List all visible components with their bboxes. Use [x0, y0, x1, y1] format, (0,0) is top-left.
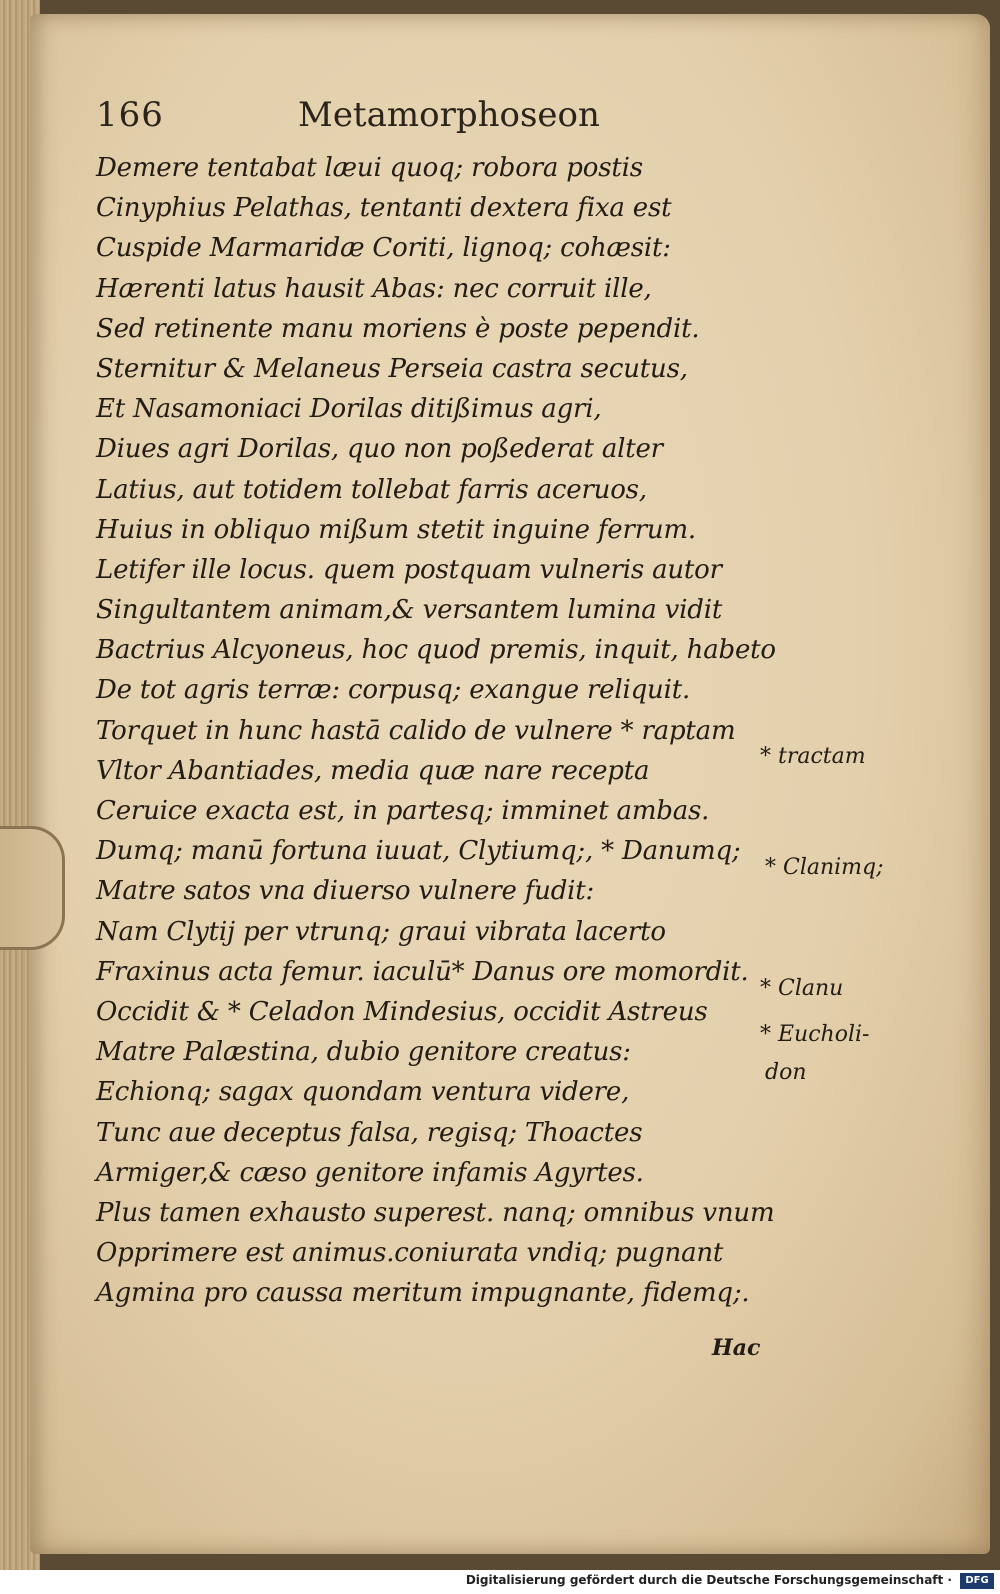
- verse-list: [96, 148, 776, 1313]
- verse-line: Opprimere est animus.coniurata vndiq; pugnant: [96, 1238, 724, 1269]
- verse-line: De tot agris terræ: corpusq; exangue reliquit.: [96, 675, 691, 706]
- verse-line: Fraxinus acta femur. iaculū* Danus ore momordit.: [96, 956, 749, 987]
- page-header: [96, 95, 796, 145]
- verse-line: Huius in obliquo mißum stetit inguine ferrum.: [96, 514, 696, 545]
- verse-line: Hærenti latus hausit Abas: nec corruit ille,: [96, 273, 652, 304]
- verse-line: Sed retinente manu moriens è poste pependit.: [96, 313, 700, 344]
- verse-line: Armiger,& cæso genitore infamis Agyrtes.: [96, 1157, 644, 1188]
- running-title: Metamorphoseon: [298, 95, 600, 135]
- margin-note-clanu: * Clanu: [760, 976, 844, 1001]
- margin-note-clanimq: * Clanimq;: [765, 855, 884, 880]
- verse-line: Sternitur & Melaneus Perseia castra secutus,: [96, 353, 688, 384]
- margin-note-tractam: * tractam: [760, 744, 866, 769]
- verse-line: Et Nasamoniaci Dorilas ditißimus agri,: [96, 394, 602, 425]
- verse-line: Dumq; manū fortuna iuuat, Clytiumq;, * Danumq;: [96, 836, 741, 867]
- verse-line: Bactrius Alcyoneus, hoc quod premis, inquit, habeto: [96, 635, 776, 666]
- page-number: 166: [96, 95, 164, 135]
- verse-line: Demere tentabat læui quoq; robora postis: [96, 153, 643, 183]
- margin-note-don: don: [765, 1060, 807, 1085]
- verse-line: Tunc aue deceptus falsa, regisq; Thoactes: [96, 1117, 643, 1148]
- catchword: Hac: [712, 1335, 761, 1361]
- verse-line: Occidit & * Celadon Mindesius, occidit Astreus: [96, 996, 708, 1027]
- verse-line: Cinyphius Pelathas, tentanti dextera fixa est: [96, 193, 672, 224]
- verse-line: Echionq; sagax quondam ventura videre,: [96, 1077, 630, 1108]
- verse-line: Torquet in hunc hastā calido de vulnere * raptam: [96, 715, 736, 746]
- verse-line: Plus tamen exhausto superest. nanq; omnibus vnum: [96, 1197, 775, 1228]
- verse-line: Ceruice exacta est, in partesq; imminet ambas.: [96, 796, 710, 826]
- verse-line: Matre satos vna diuerso vulnere fudit:: [96, 876, 595, 907]
- verse-line: Letifer ille locus. quem postquam vulneris autor: [96, 554, 722, 585]
- verse-line: Singultantem animam,& versantem lumina vidit: [96, 595, 723, 626]
- margin-note-eucholi: * Eucholi-: [760, 1022, 870, 1047]
- verse-line: Vltor Abantiades, media quæ nare recepta: [96, 755, 650, 786]
- verse-line: Diues agri Dorilas, quo non poßederat alter: [96, 434, 663, 465]
- digitization-credit: Digitalisierung gefördert durch die Deutsche Forschungsgemeinschaft ·: [465, 1573, 952, 1587]
- dfg-logo: DFG: [960, 1573, 994, 1589]
- book-clasp: [0, 826, 65, 950]
- verse-line: Matre Palæstina, dubio genitore creatus:: [96, 1037, 631, 1068]
- verse-line: Agmina pro caussa meritum impugnante, fidemq;.: [96, 1278, 750, 1309]
- footer-bar: [0, 1570, 1000, 1594]
- verse-line: Latius, aut totidem tollebat farris aceruos,: [96, 474, 647, 505]
- verse-line: Cuspide Marmaridæ Coriti, lignoq; cohæsit:: [96, 233, 671, 264]
- verse-line: Nam Clytij per vtrunq; graui vibrata lacerto: [96, 916, 666, 947]
